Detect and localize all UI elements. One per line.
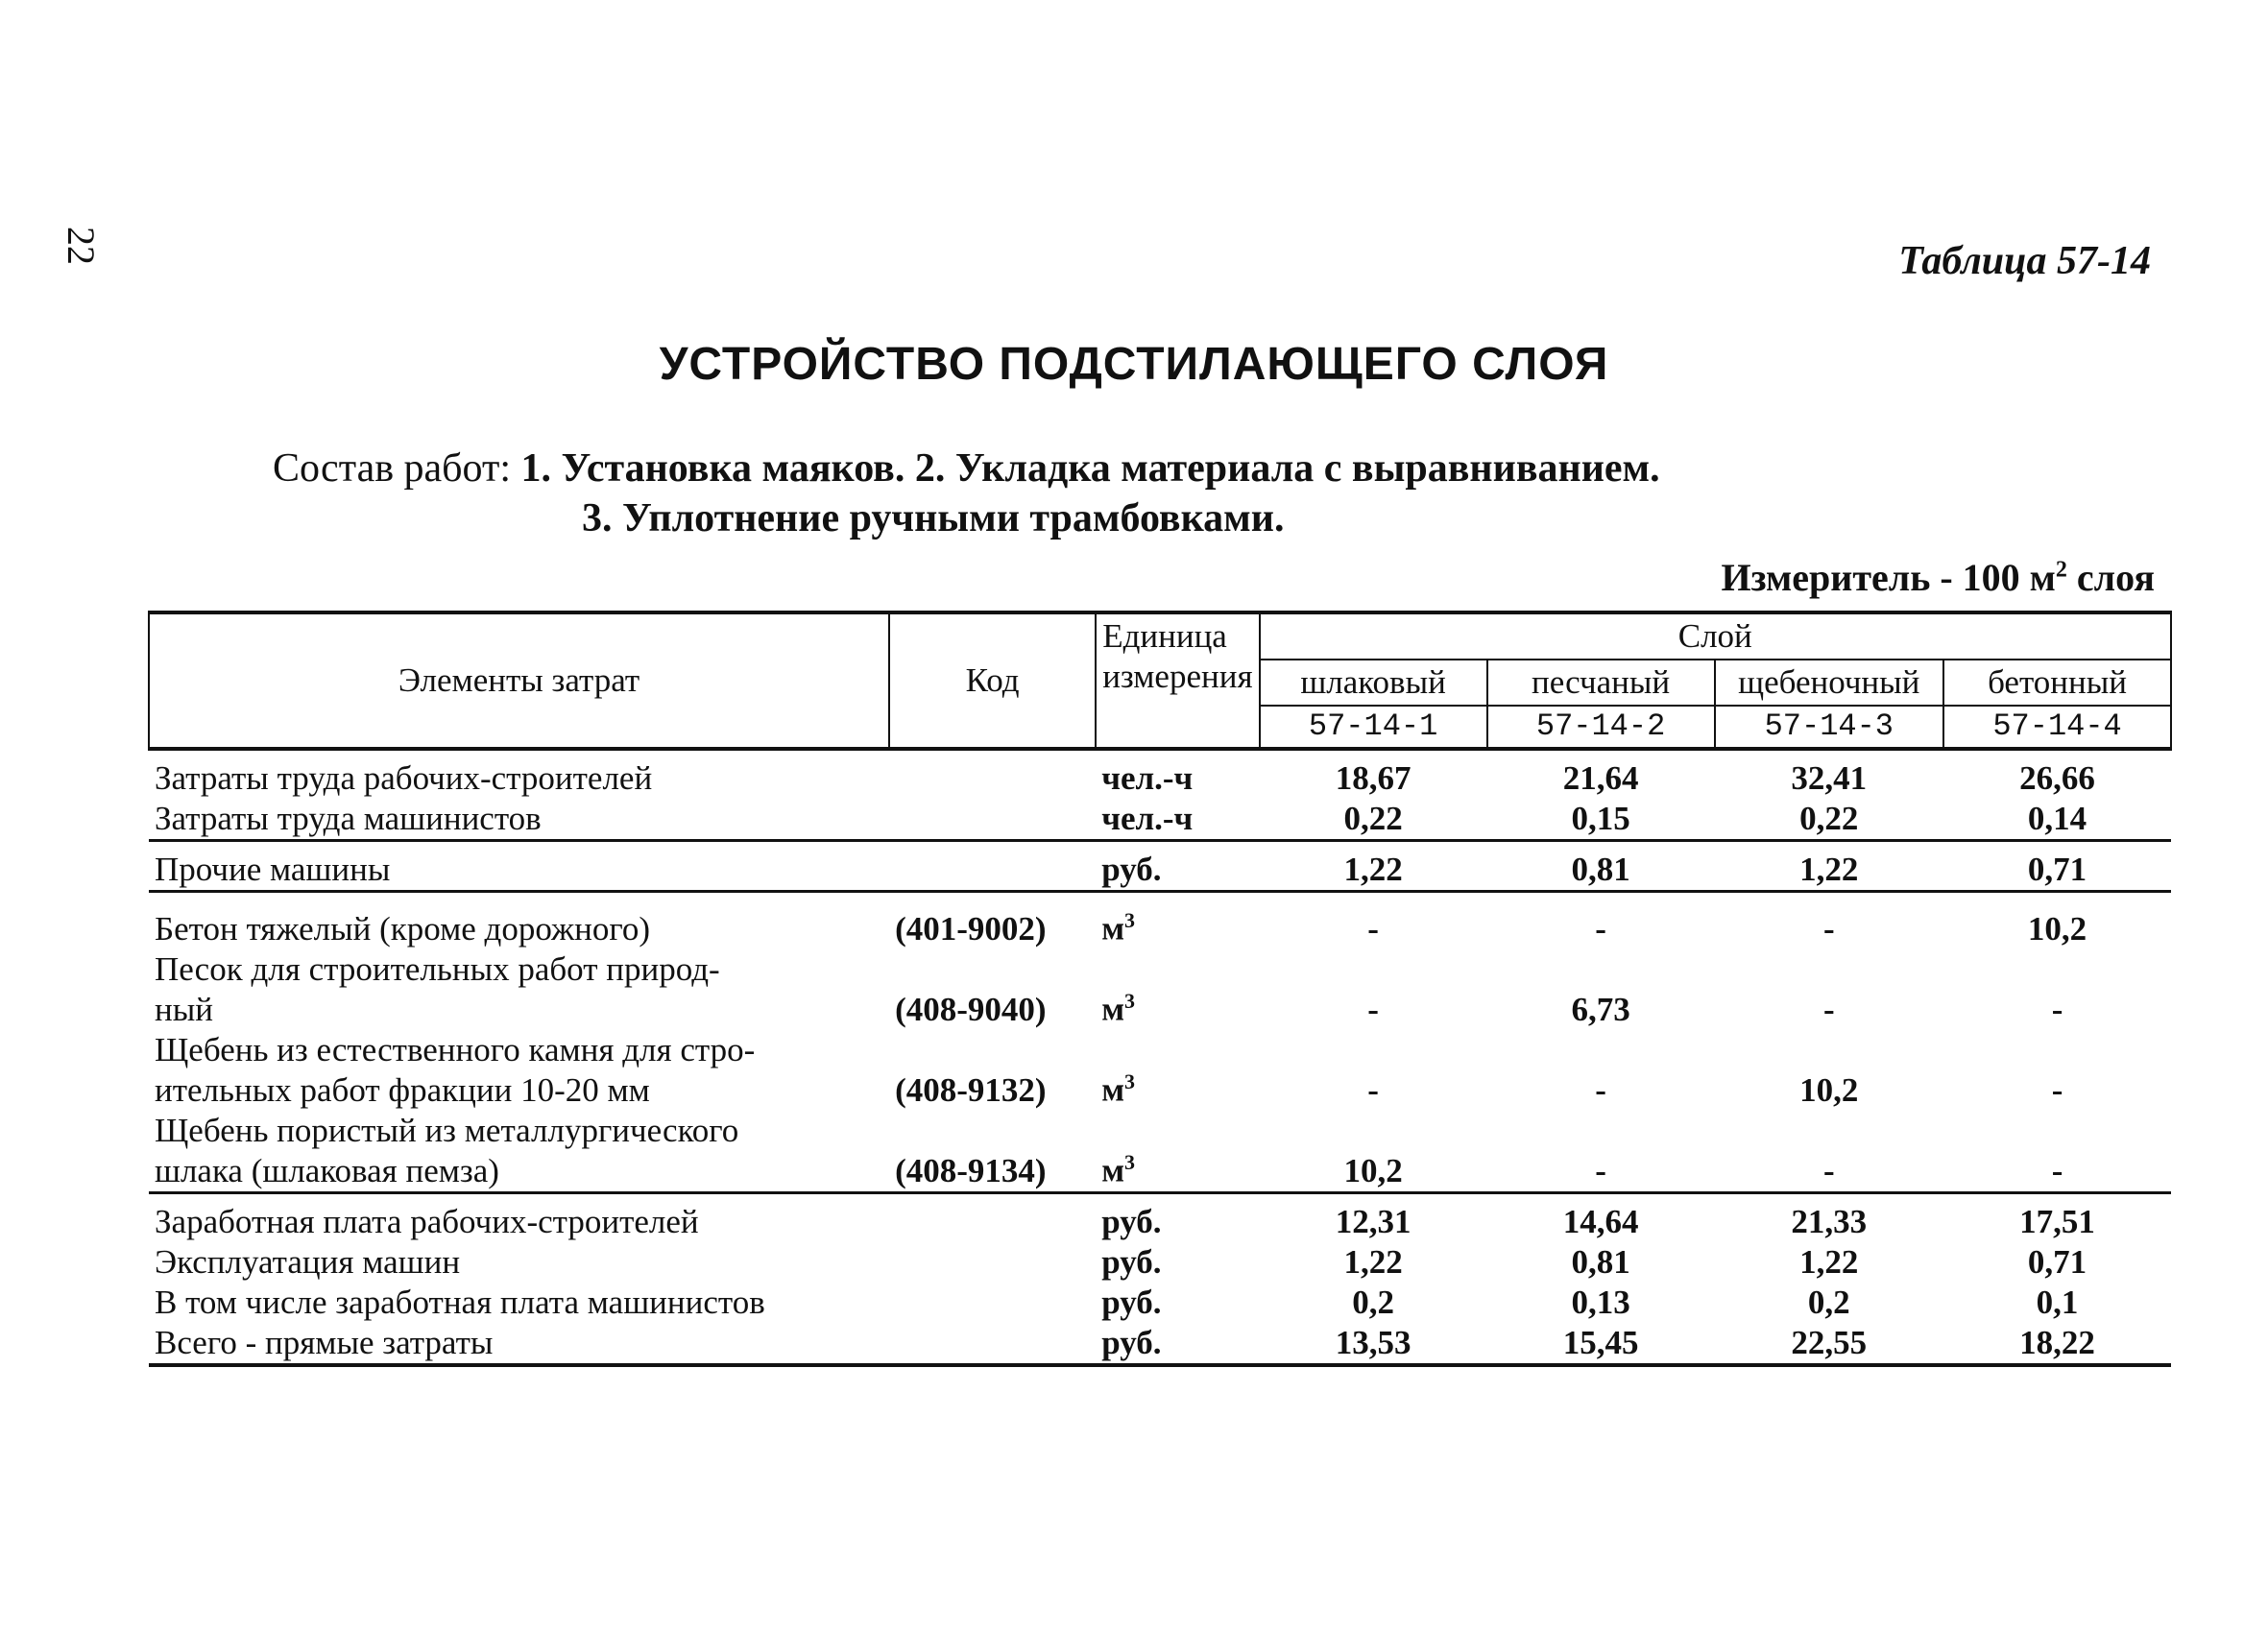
row-name-line: Щебень из естественного камня для стро- <box>155 1031 756 1069</box>
row-value: 0,22 <box>1799 800 1859 838</box>
row-value: 6,73 <box>1571 991 1630 1029</box>
row-value: 1,22 <box>1343 1243 1403 1282</box>
row-code <box>889 749 1096 799</box>
row-unit <box>1096 1030 1259 1111</box>
row-value: 0,81 <box>1571 851 1630 889</box>
row-value: 1,22 <box>1799 851 1859 889</box>
row-name <box>149 1283 889 1323</box>
table-row <box>149 749 2171 799</box>
table-row <box>149 1111 2171 1193</box>
row-value: - <box>1595 910 1606 948</box>
row-value: 0,2 <box>1352 1284 1394 1322</box>
row-name <box>149 1323 889 1365</box>
row-group-totals <box>149 1193 2171 1366</box>
row-name-line: шлака (шлаковая пемза) <box>155 1152 499 1190</box>
row-code <box>889 1283 1096 1323</box>
cost-table <box>148 611 2172 1367</box>
row-value: - <box>1822 1152 1835 1190</box>
row-value: 26,66 <box>2019 759 2095 798</box>
table-number: Таблица 57-14 <box>1898 239 2151 283</box>
measure-text: Измеритель - 100 м <box>1721 556 2056 599</box>
row-value: 0,71 <box>2027 851 2087 889</box>
row-value: 18,67 <box>1335 759 1411 798</box>
unit-sup: 3 <box>1124 989 1136 1014</box>
row-name-line: Затраты труда машинистов <box>155 800 542 838</box>
unit-text: м <box>1101 1071 1125 1110</box>
row-unit: руб. <box>1101 1203 1162 1241</box>
row-value: 10,2 <box>1799 1071 1859 1110</box>
row-value: 0,15 <box>1571 800 1630 838</box>
row-value: 13,53 <box>1335 1324 1411 1362</box>
row-group-materials <box>149 892 2171 1193</box>
unit-text: м <box>1101 910 1125 948</box>
row-unit: чел.-ч <box>1101 800 1194 838</box>
row-value: 22,55 <box>1791 1324 1868 1362</box>
unit-sup: 3 <box>1124 1069 1136 1094</box>
row-code: (408-9134) <box>895 1152 1047 1190</box>
row-unit <box>1096 949 1259 1030</box>
table-row <box>149 1323 2171 1365</box>
row-code: (408-9040) <box>895 991 1047 1029</box>
row-value: - <box>1595 1071 1606 1110</box>
measure-sup: 2 <box>2055 557 2067 583</box>
row-unit: руб. <box>1101 1324 1162 1362</box>
header-column-code: 57-14-2 <box>1487 706 1715 749</box>
table-row <box>149 1193 2171 1243</box>
row-name <box>149 1193 889 1243</box>
row-value: 10,2 <box>1343 1152 1403 1190</box>
work-composition-line-1 <box>273 445 1660 492</box>
row-code <box>889 799 1096 841</box>
table-row <box>149 1283 2171 1323</box>
row-value: 14,64 <box>1562 1203 1639 1241</box>
measure-unit <box>1721 555 2155 600</box>
row-name <box>149 1242 889 1283</box>
unit-sup: 3 <box>1124 908 1136 933</box>
row-name-line: Прочие машины <box>155 851 391 889</box>
row-code <box>889 1323 1096 1365</box>
row-value: - <box>1595 1152 1606 1190</box>
row-value: - <box>1367 991 1379 1029</box>
row-unit: чел.-ч <box>1101 759 1194 798</box>
row-name-line: ительных работ фракции 10-20 мм <box>155 1071 650 1110</box>
header-column-code: 57-14-1 <box>1260 706 1487 749</box>
header-code: Код <box>889 612 1096 749</box>
row-value: 18,22 <box>2019 1324 2095 1362</box>
header-column-name: песчаный <box>1487 660 1715 706</box>
row-value: - <box>1822 991 1835 1029</box>
row-name-line: Заработная плата рабочих-строителей <box>155 1203 699 1241</box>
header-layer-group: Слой <box>1260 612 2171 660</box>
page-number: 22 <box>60 227 103 265</box>
row-value: 21,64 <box>1562 759 1639 798</box>
row-unit <box>1096 1111 1259 1193</box>
table-row <box>149 949 2171 1030</box>
row-value: 32,41 <box>1791 759 1868 798</box>
row-value: - <box>2051 1071 2063 1110</box>
row-group-machines <box>149 841 2171 892</box>
row-name <box>149 949 889 1030</box>
row-value: - <box>1367 910 1379 948</box>
unit-sup: 3 <box>1124 1150 1136 1175</box>
row-code <box>889 1193 1096 1243</box>
header-elements: Элементы затрат <box>149 612 889 749</box>
row-name-line: В том числе заработная плата машинистов <box>155 1284 765 1322</box>
row-value: 10,2 <box>2027 910 2087 948</box>
unit-text: м <box>1101 991 1125 1029</box>
row-unit: руб. <box>1101 1284 1162 1322</box>
row-name <box>149 892 889 949</box>
table-row <box>149 1030 2171 1111</box>
header-unit: Единица измерения <box>1096 612 1259 749</box>
unit-text: м <box>1101 1152 1125 1190</box>
row-code: (408-9132) <box>895 1071 1047 1110</box>
row-code <box>889 1242 1096 1283</box>
row-value: 12,31 <box>1335 1203 1411 1241</box>
row-value: 21,33 <box>1791 1203 1868 1241</box>
row-name-line: Бетон тяжелый (кроме дорожного) <box>155 910 651 948</box>
header-column-code: 57-14-4 <box>1943 706 2171 749</box>
row-value: - <box>2051 991 2063 1029</box>
row-name-line: Щебень пористый из металлургического <box>155 1112 739 1150</box>
header-column-name: шлаковый <box>1260 660 1487 706</box>
row-value: 0,2 <box>1807 1284 1850 1322</box>
row-value: - <box>1367 1071 1379 1110</box>
row-value: - <box>2051 1152 2063 1190</box>
row-code <box>889 841 1096 892</box>
row-value: 1,22 <box>1343 851 1403 889</box>
page-title: УСТРОЙСТВО ПОДСТИЛАЮЩЕГО СЛОЯ <box>659 339 1609 390</box>
row-name-line: Эксплуатация машин <box>155 1243 461 1282</box>
row-value: 17,51 <box>2019 1203 2095 1241</box>
work-composition-lead: Состав работ: <box>273 446 512 491</box>
table-header <box>149 612 2171 749</box>
row-code: (401-9002) <box>895 910 1047 948</box>
table-row <box>149 892 2171 949</box>
row-unit <box>1096 892 1259 949</box>
row-value: 1,22 <box>1799 1243 1859 1282</box>
table-row <box>149 1242 2171 1283</box>
row-group-labor <box>149 749 2171 841</box>
row-name-line: Песок для строительных работ природ- <box>155 950 720 989</box>
header-column-name: щебеночный <box>1715 660 1944 706</box>
row-value: 0,81 <box>1571 1243 1630 1282</box>
measure-tail: слоя <box>2066 556 2155 599</box>
table-row <box>149 799 2171 841</box>
row-value: 0,13 <box>1571 1284 1630 1322</box>
row-name-line: ный <box>155 991 213 1029</box>
row-name <box>149 1030 889 1111</box>
row-name-line: Затраты труда рабочих-строителей <box>155 759 653 798</box>
table-row <box>149 841 2171 892</box>
row-value: 0,1 <box>2036 1284 2079 1322</box>
row-value: 0,14 <box>2027 800 2087 838</box>
row-name <box>149 749 889 799</box>
row-unit: руб. <box>1101 1243 1162 1282</box>
row-name <box>149 841 889 892</box>
row-name <box>149 1111 889 1193</box>
header-column-name: бетонный <box>1943 660 2171 706</box>
header-column-code: 57-14-3 <box>1715 706 1944 749</box>
row-value: - <box>1822 910 1835 948</box>
work-composition-line-2: 3. Уплотнение ручными трамбовками. <box>582 496 1285 540</box>
row-value: 15,45 <box>1562 1324 1639 1362</box>
row-unit: руб. <box>1101 851 1162 889</box>
row-value: 0,71 <box>2027 1243 2087 1282</box>
row-name-line: Всего - прямые затраты <box>155 1324 494 1362</box>
work-composition-text-1: 1. Установка маяков. 2. Укладка материала с выравниванием. <box>520 446 1660 491</box>
row-name <box>149 799 889 841</box>
row-value: 0,22 <box>1343 800 1403 838</box>
